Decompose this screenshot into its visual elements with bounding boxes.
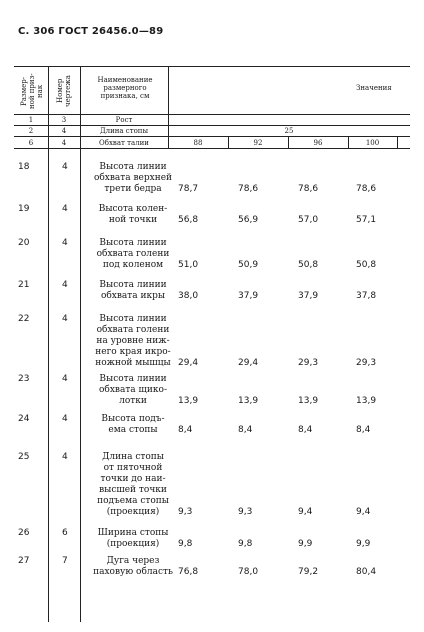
row-value: 50,9	[238, 260, 259, 270]
row-description	[93, 162, 173, 195]
row-value: 50,8	[356, 260, 377, 270]
row-description-line: (проекция)	[106, 507, 160, 517]
row-description-line: него края икро-	[95, 347, 171, 357]
row-description	[93, 414, 173, 436]
row-drawing-number: 6	[62, 528, 68, 538]
row-divider-2	[14, 136, 410, 137]
row-description-line: обхвата голени	[96, 325, 170, 335]
row-description-line: Ширина стопы	[97, 528, 169, 538]
row-value: 29,4	[178, 358, 199, 368]
row-drawing-number: 7	[62, 556, 68, 566]
col-header-values: Значения	[356, 84, 392, 92]
col-header-name: Наименование размерного признака, см	[97, 76, 153, 100]
row-value: 50,8	[298, 260, 319, 270]
waist-100: 100	[365, 139, 380, 147]
row-value: 13,9	[238, 396, 259, 406]
row-value: 56,9	[238, 215, 259, 225]
table-top-border	[14, 66, 410, 67]
row-value: 51,0	[178, 260, 199, 270]
row-feature-number: 22	[18, 314, 30, 324]
row-feature-number: 21	[18, 280, 30, 290]
page-header: С. 306 ГОСТ 26456.0—89	[18, 26, 164, 37]
row-value: 79,2	[298, 567, 319, 577]
row-description	[93, 238, 173, 271]
subrow-3-label: Обхват талии	[99, 139, 149, 147]
col-header-drawing: Номер чертежа	[56, 75, 72, 107]
row-feature-number: 20	[18, 238, 30, 248]
row-value: 9,8	[238, 539, 253, 549]
row-description-line: паховую область	[93, 567, 173, 577]
row-value: 8,4	[178, 425, 193, 435]
row-value: 76,8	[178, 567, 199, 577]
row-value: 9,4	[356, 507, 371, 517]
row-value: 78,6	[298, 184, 319, 194]
row-description-line: Высота подъ-	[101, 414, 165, 424]
row-drawing-number: 4	[62, 238, 68, 248]
subrow-2-label: Длина стопы	[99, 127, 149, 135]
row-drawing-number: 4	[62, 204, 68, 214]
row-feature-number: 26	[18, 528, 30, 538]
row-value: 8,4	[356, 425, 371, 435]
row-value: 29,4	[238, 358, 259, 368]
row-description-line: обхвата икры	[100, 291, 166, 301]
row-description-line: подъема стопы	[97, 496, 169, 506]
row-description	[93, 314, 173, 369]
row-description-line: Высота линии	[99, 374, 167, 384]
waist-92: 92	[253, 139, 263, 147]
row-description	[93, 204, 173, 226]
row-description-line: Высота колен-	[98, 204, 168, 214]
subrow-2-value: 25	[284, 127, 294, 135]
subrow-3-n: 6	[28, 139, 34, 147]
row-value: 57,1	[356, 215, 377, 225]
row-description-line: лотки	[119, 396, 147, 406]
row-value: 78,6	[356, 184, 377, 194]
col-divider-3	[168, 66, 169, 148]
row-value: 9,3	[178, 507, 193, 517]
row-value: 9,9	[356, 539, 371, 549]
row-description-line: от пяточной	[103, 463, 163, 473]
row-value: 13,9	[178, 396, 199, 406]
row-value: 38,0	[178, 291, 199, 301]
subrow-2-n: 2	[28, 127, 34, 135]
header-bottom-border	[14, 114, 410, 115]
row-description-line: Высота линии	[99, 238, 167, 248]
row-feature-number: 27	[18, 556, 30, 566]
row-drawing-number: 4	[62, 314, 68, 324]
row-description-line: Высота линии	[99, 280, 167, 290]
row-value: 13,9	[298, 396, 319, 406]
waist-88: 88	[193, 139, 203, 147]
subrow-1-label: Рост	[115, 116, 133, 124]
col-divider-1	[48, 66, 49, 622]
row-feature-number: 25	[18, 452, 30, 462]
col-divider-2	[80, 66, 81, 622]
row-value: 37,9	[298, 291, 319, 301]
col-divider-7	[397, 137, 398, 148]
row-value: 37,8	[356, 291, 377, 301]
row-description-line: ной точки	[108, 215, 158, 225]
row-feature-number: 23	[18, 374, 30, 384]
row-divider-3	[14, 148, 410, 149]
row-description-line: Высота линии	[99, 162, 167, 172]
row-drawing-number: 4	[62, 162, 68, 172]
row-feature-number: 18	[18, 162, 30, 172]
row-feature-number: 24	[18, 414, 30, 424]
row-description	[93, 556, 173, 578]
row-description-line: обхвата щико-	[98, 385, 167, 395]
subrow-1-d: 3	[61, 116, 67, 124]
col-header-feature: Размер-ной приз-нак	[20, 73, 44, 109]
row-description-line: обхвата верхней	[93, 173, 173, 183]
row-value: 9,9	[298, 539, 313, 549]
row-value: 9,4	[298, 507, 313, 517]
row-value: 56,8	[178, 215, 199, 225]
row-description	[93, 452, 173, 518]
row-value: 78,0	[238, 567, 259, 577]
row-divider-1	[14, 125, 410, 126]
row-drawing-number: 4	[62, 452, 68, 462]
row-feature-number: 19	[18, 204, 30, 214]
waist-96: 96	[313, 139, 323, 147]
row-description	[93, 528, 173, 550]
row-value: 78,6	[238, 184, 259, 194]
row-description-line: обхвата голени	[96, 249, 170, 259]
row-description	[93, 280, 173, 302]
row-description-line: Длина стопы	[102, 452, 164, 462]
row-value: 29,3	[298, 358, 319, 368]
subrow-1-n: 1	[28, 116, 34, 124]
row-value: 57,0	[298, 215, 319, 225]
row-description-line: на уровне ниж-	[96, 336, 170, 346]
row-drawing-number: 4	[62, 374, 68, 384]
row-drawing-number: 4	[62, 280, 68, 290]
row-value: 13,9	[356, 396, 377, 406]
row-description-line: (проекция)	[106, 539, 160, 549]
row-description-line: высшей точки	[99, 485, 167, 495]
row-description-line: трети бедра	[104, 184, 162, 194]
row-value: 37,9	[238, 291, 259, 301]
row-description-line: точки до наи-	[100, 474, 166, 484]
row-description-line: Высота линии	[99, 314, 167, 324]
row-value: 80,4	[356, 567, 377, 577]
row-value: 78,7	[178, 184, 199, 194]
row-value: 8,4	[298, 425, 313, 435]
row-value: 9,8	[178, 539, 193, 549]
subrow-2-d: 4	[61, 127, 67, 135]
row-description-line: Дуга через	[106, 556, 160, 566]
row-value: 9,3	[238, 507, 253, 517]
row-description-line: ножной мышцы	[95, 358, 171, 368]
row-description-line: ема стопы	[108, 425, 158, 435]
row-description	[93, 374, 173, 407]
row-value: 29,3	[356, 358, 377, 368]
row-description-line: под коленом	[102, 260, 164, 270]
row-drawing-number: 4	[62, 414, 68, 424]
row-value: 8,4	[238, 425, 253, 435]
subrow-3-d: 4	[61, 139, 67, 147]
